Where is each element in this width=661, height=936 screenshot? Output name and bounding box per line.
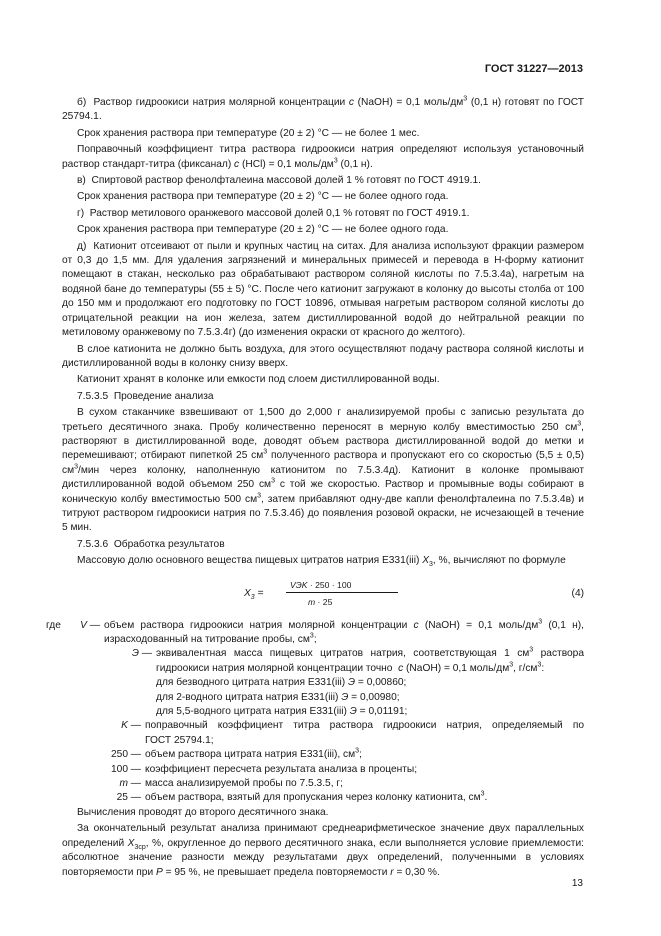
definition-symbol: 250 — (110, 749, 141, 761)
definition-item (62, 647, 584, 676)
paragraph: 7.5.3.6 Обработка результатов (77, 538, 225, 550)
paragraphs-top (62, 96, 584, 569)
definition-text: для 5,5-водного цитрата натрия Е331(iii) Э = 0,01191; (156, 706, 408, 718)
definition-symbol: где V — (46, 619, 100, 631)
fraction-bar (286, 592, 398, 593)
definition-text: для безводного цитрата натрия Е331(iii) Э = 0,00860; (156, 677, 407, 689)
paragraph: Массовую долю основного вещества пищевых цитратов натрия Е331(iii) $X_3$, %, вычисляют по формуле (77, 555, 566, 569)
definition-symbol (62, 691, 156, 705)
paragraph: д) Катионит отсеивают от пыли и крупных частиц на ситах. Для анализа используют фракции размером от 0,3 до 1,5 мм. Для удаления загрязнений и минеральных примесей и перевода в Н-форму катионит помещают в стакан, несколько раз обрабатывают раствором соляной кислоты по 7.5.3.4а), нагретым на водяной бане до температуры (55 ± 5) °С. После чего катионит загружают в колонку до высоты столба от 100 до 150 мм и продолжают его подготовку по ГОСТ 10896, отмывая нагретым раствором соляной кислоты до отрицательной реакции на ион железа, затем дистиллированной водой до нейтральной реакции по метиловому оранжевому по 7.5.3.4г) (до изменения окраски от красного до желтого). (62, 240, 584, 339)
definition-text: эквивалентная масса пищевых цитратов натрия, соответствующая 1 $см^3$ раствора гидроокиси натрия молярной концентрации точно с (NaOH) = 0,1 моль/$дм^3$, $г/см^3$: (156, 647, 584, 674)
definition-item (62, 691, 584, 705)
formula-lhs: $X_3$ = (244, 587, 264, 601)
paragraph: в) Спиртовой раствор фенолфталеина массовой долей 1 % готовят по ГОСТ 4919.1. (77, 175, 482, 187)
paragraph: Срок хранения раствора при температуре (20 ± 2) °С — не более 1 мес. (77, 127, 420, 139)
paragraph: За окончательный результат анализа принимают среднеарифметическое значение двух параллельных определений $X_{3ср}$, %, округленное до первого десятичного знака, если выполняется условие приемлемости: абсолютное значение разности между результатами двух определений, полученными в условиях повторяемости при P = 95 %, не превышает предела повторяемости r = 0,30 %. (62, 823, 584, 878)
standard-header: ГОСТ 31227—2013 (484, 63, 583, 75)
definition-item (62, 719, 584, 748)
paragraphs-bottom (62, 806, 584, 880)
paragraph: 7.5.3.5 Проведение анализа (77, 390, 214, 402)
paragraph: Поправочный коэффициент титра раствора гидроокиси натрия определяют используя установочный раствор стандарт-титра (фиксанал) с (HCl) = 0,1 моль/$дм^3$ (0,1 н). (62, 144, 584, 170)
definition-text: объем раствора гидроокиси натрия молярной концентрации с (NaOH) = 0,1 моль/$дм^3$ (0,1 н), израсходованный на титрование пробы, $см^3$; (104, 618, 584, 645)
definition-text: поправочный коэффициент титра раствора гидроокиси натрия, определяемый по ГОСТ 25794.1; (145, 720, 584, 746)
paragraph: Вычисления проводят до второго десятичного знака. (77, 806, 329, 818)
definition-text: объем раствора, взятый для пропускания через колонку катионита, $см^3$. (145, 791, 488, 804)
formula-number: (4) (571, 587, 584, 599)
formula-numerator: VЭK · 250 · 100 (290, 579, 352, 590)
definition-symbol (62, 676, 156, 690)
definition-item (62, 763, 584, 777)
paragraph: б) Раствор гидроокиси натрия молярной концентрации с (NaOH) = 0,1 моль/$дм^3$ (0,1 н) готовят по ГОСТ 25794.1. (62, 95, 584, 123)
definition-symbol: Э — (131, 648, 152, 660)
definition-symbol (62, 705, 156, 719)
definition-symbol: K — (121, 720, 141, 732)
definition-item (62, 791, 584, 805)
paragraph: В слое катионита не должно быть воздуха, для этого осуществляют подачу раствора соляной кислоты и дистиллированной воды в колонку снизу вверх. (62, 343, 584, 369)
definitions-list (46, 618, 584, 806)
definition-symbol: 100 — (110, 763, 141, 775)
formula-4 (62, 575, 584, 615)
definition-item (62, 777, 584, 791)
formula-denominator: m · 25 (308, 596, 333, 607)
paragraph: Катионит хранят в колонке или емкости под слоем дистиллированной воды. (77, 374, 440, 386)
definition-text: масса анализируемой пробы по 7.5.3.5, г; (145, 778, 343, 790)
definition-symbol: m — (119, 778, 141, 790)
definition-item (62, 676, 584, 690)
paragraph: Срок хранения раствора при температуре (20 ± 2) °С — не более одного года. (77, 191, 449, 203)
paragraph: В сухом стаканчике взвешивают от 1,500 до 2,000 г анализируемой пробы с записью результата до третьего десятичного знака. Пробу количественно переносят в мерную колбу вместимостью 250 $см^3$, растворяют в дистиллированной воде, доводят объем раствора дистиллированной водой до метки и перемешивают; отбирают пипеткой 25 $см^3$ полученного раствора и пропускают его со скоростью (5,5 ± 0,5) $см^3$/мин через колонку, наполненную катионитом по 7.5.3.4д). Катионит в колонке промывают дистиллированной водой объемом 250 $см^3$ с той же скоростью. Раствор и промывные воды собирают в коническую колбу вместимостью 500 $см^3$, затем прибавляют одну-две капли фенолфталеина по 7.5.3.4в) и титруют раствором гидроокиси натрия по 7.5.3.4б) до появления розовой окраски, не исчезающей в течение 5 мин. (62, 407, 585, 534)
definition-symbol: 25 — (116, 792, 141, 804)
definition-item (46, 618, 584, 648)
definition-text: для 2-водного цитрата натрия Е331(iii) Э = 0,00980; (156, 691, 400, 703)
definition-item (62, 748, 584, 762)
definition-text: коэффициент пересчета результата анализа в проценты; (145, 763, 418, 775)
body-text (46, 95, 585, 880)
paragraph: Срок хранения раствора при температуре (20 ± 2) °С — не более одного года. (77, 224, 449, 236)
page-number: 13 (571, 878, 583, 889)
paragraph: г) Раствор метилового оранжевого массовой долей 0,1 % готовят по ГОСТ 4919.1. (77, 207, 470, 219)
definition-item (62, 705, 584, 719)
definition-text: объем раствора цитрата натрия Е331(iii), $см^3$; (145, 747, 362, 761)
